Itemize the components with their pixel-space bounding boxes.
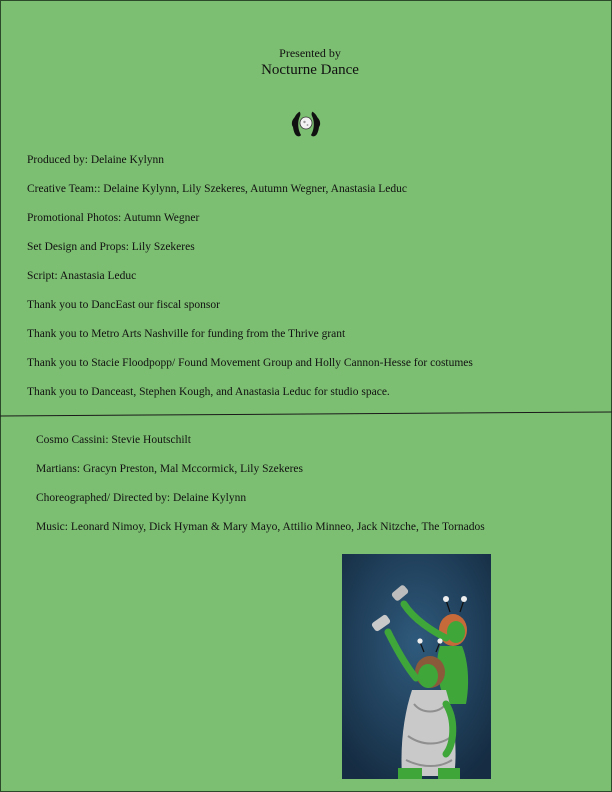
thanks-costumes: Thank you to Stacie Floodpopp/ Found Movement Group and Holly Cannon-Hesse for costumes (27, 357, 473, 369)
credit-produced-by: Produced by: Delaine Kylynn (27, 154, 165, 166)
cast-martians: Martians: Gracyn Preston, Mal Mccormick, Lily Szekeres (36, 463, 303, 475)
presented-by-text: Presented by (279, 46, 341, 60)
hands-holding-moon-icon (289, 108, 323, 140)
martian-dancers-photo (342, 554, 491, 779)
thanks-studio-space: Thank you to Danceast, Stephen Kough, and Anastasia Leduc for studio space. (27, 386, 390, 398)
credit-script: Script: Anastasia Leduc (27, 270, 137, 282)
credit-creative-team: Creative Team:: Delaine Kylynn, Lily Szekeres, Autumn Wegner, Anastasia Leduc (27, 183, 407, 195)
credits-list (27, 150, 473, 411)
cast-list (36, 430, 485, 546)
credit-promotional-photos: Promotional Photos: Autumn Wegner (27, 212, 200, 224)
cast-cosmo-cassini: Cosmo Cassini: Stevie Houtschilt (36, 434, 191, 446)
thanks-funding: Thank you to Metro Arts Nashville for funding from the Thrive grant (27, 328, 346, 340)
section-divider (0, 403, 612, 417)
company-name: Nocturne Dance (261, 62, 359, 78)
cast-music: Music: Leonard Nimoy, Dick Hyman & Mary Mayo, Attilio Minneo, Jack Nitzche, The Tornados (36, 521, 485, 533)
thanks-fiscal-sponsor: Thank you to DancEast our fiscal sponsor (27, 299, 220, 311)
credit-set-design: Set Design and Props: Lily Szekeres (27, 241, 195, 253)
cast-choreographer: Choreographed/ Directed by: Delaine Kylynn (36, 492, 247, 504)
